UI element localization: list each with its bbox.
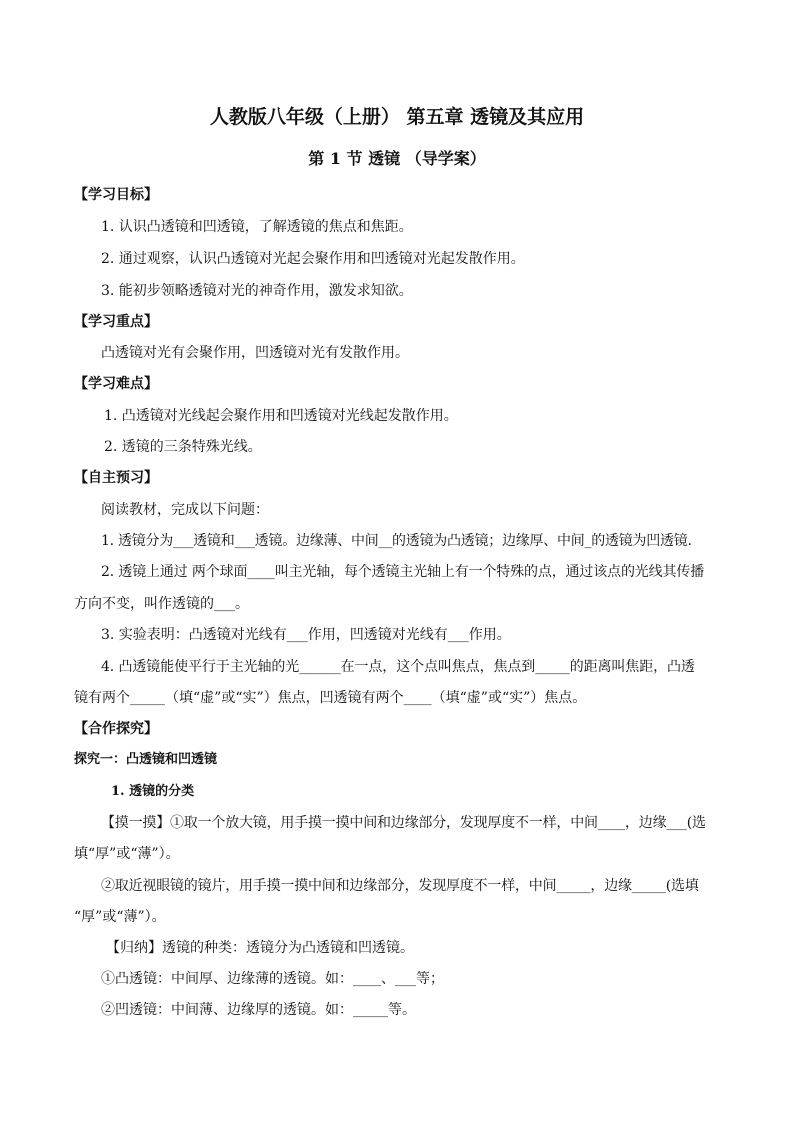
preview-question-2-line-2: 方向不变，叫作透镜的___。 <box>74 596 249 612</box>
difficulties-heading: 【学习难点】 <box>74 376 158 392</box>
concave-lens-definition: ②凹透镜：中间薄、边缘厚的透镜。如：_____等。 <box>101 1002 416 1018</box>
page-subtitle: 第 1 节 透镜 （导学案） <box>308 149 486 168</box>
key-points-text: 凸透镜对光有会聚作用，凹透镜对光有发散作用。 <box>101 345 409 361</box>
explore-part-1-title: 探究一：凸透镜和凹透镜 <box>74 752 218 767</box>
difficulty-item-1: 1. 凸透镜对光线起会聚作用和凹透镜对光线起发散作用。 <box>104 408 458 424</box>
difficulty-item-2: 2. 透镜的三条特殊光线。 <box>104 439 262 455</box>
touch-activity-1-line-2: 填“厚”或“薄”）。 <box>74 846 180 862</box>
preview-question-4-line-2: 镜有两个_____（填“虚”或“实”）焦点，凹透镜有两个____（填“虚”或“实”）焦点。 <box>74 690 587 706</box>
objectives-heading: 【学习目标】 <box>74 187 158 203</box>
preview-question-4-line-1: 4. 凸透镜能使平行于主光轴的光______在一点，这个点叫焦点，焦点到_____的距离叫焦距，凸透 <box>101 659 695 675</box>
preview-heading: 【自主预习】 <box>74 470 158 486</box>
convex-lens-definition: ①凸透镜：中间厚、边缘薄的透镜。如：____、___等； <box>101 971 444 987</box>
summary-line: 【归纳】透镜的种类：透镜分为凸透镜和凹透镜。 <box>106 940 414 956</box>
touch-activity-1-line-1: 【摸一摸】①取一个放大镜，用手摸一摸中间和边缘部分，发现厚度不一样，中间____，边缘___(选 <box>101 815 706 831</box>
key-points-heading: 【学习重点】 <box>74 314 158 330</box>
preview-question-1: 1. 透镜分为___透镜和___透镜。边缘薄、中间__的透镜为凸透镜；边缘厚、中间_的透镜为凹透镜. <box>101 533 692 549</box>
touch-activity-2-line-1: ②取近视眼镜的镜片，用手摸一摸中间和边缘部分，发现厚度不一样，中间_____，边缘_____(选填 <box>101 878 699 894</box>
objective-item-1: 1. 认识凸透镜和凹透镜，了解透镜的焦点和焦距。 <box>101 219 413 235</box>
preview-question-2-line-1: 2. 透镜上通过 两个球面____叫主光轴，每个透镜主光轴上有一个特殊的点，通过该点的光线其传播 <box>101 564 705 580</box>
objective-item-2: 2. 通过观察，认识凸透镜对光起会聚作用和凹透镜对光起发散作用。 <box>101 251 525 267</box>
objective-item-3: 3. 能初步领略透镜对光的神奇作用，激发求知欲。 <box>101 283 413 299</box>
preview-question-3: 3. 实验表明：凸透镜对光线有___作用，凹透镜对光线有___作用。 <box>101 627 511 643</box>
touch-activity-2-line-2: “厚”或“薄”）。 <box>74 909 166 925</box>
explore-heading: 【合作探究】 <box>74 721 158 737</box>
page-title: 人教版八年级（上册） 第五章 透镜及其应用 <box>209 106 585 128</box>
preview-intro: 阅读教材，完成以下问题： <box>101 502 269 518</box>
explore-subsection-1-title: 1. 透镜的分类 <box>111 784 195 799</box>
